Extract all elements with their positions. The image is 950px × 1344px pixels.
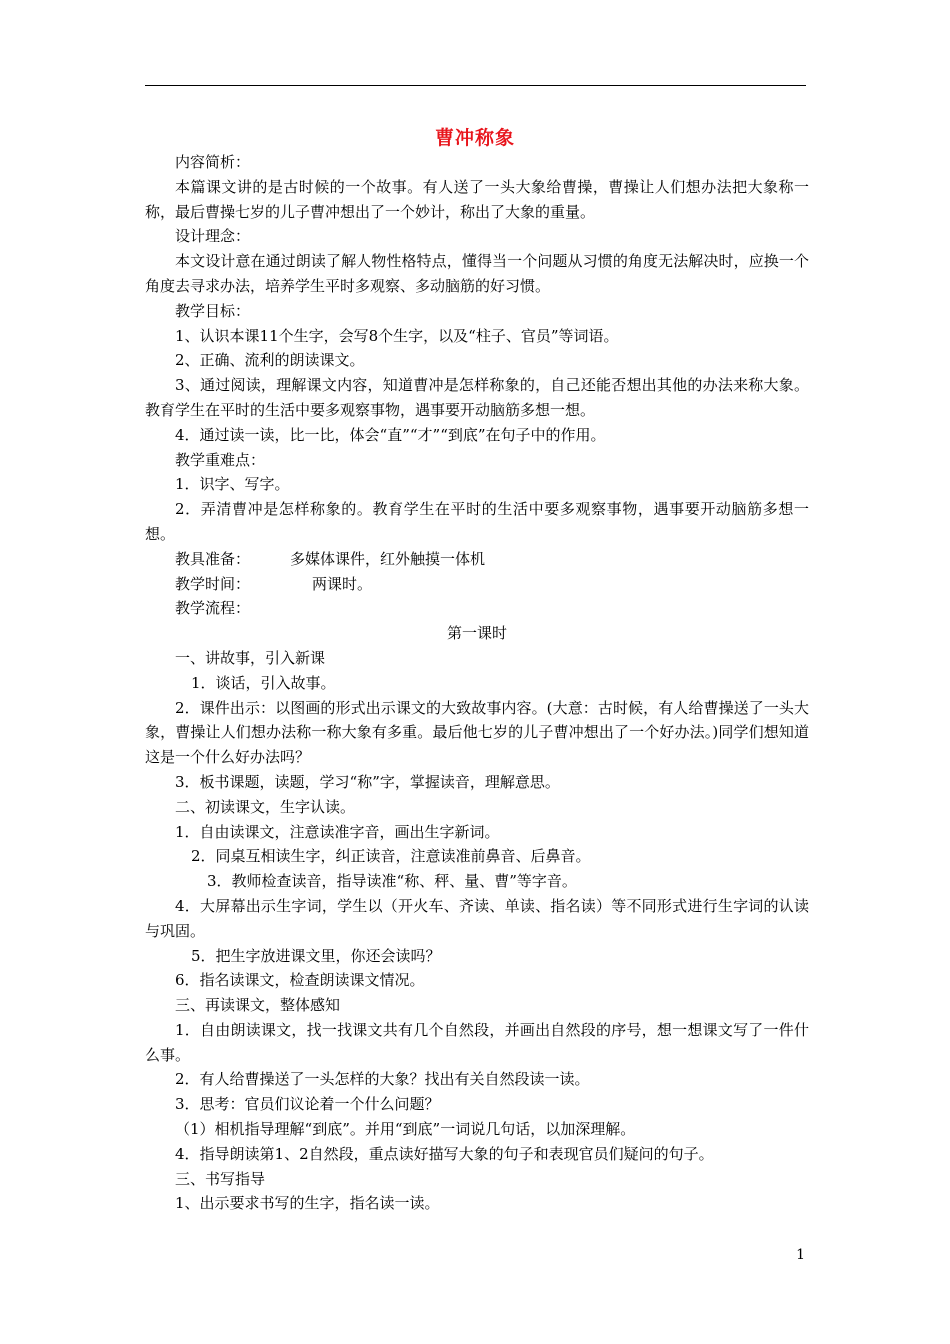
paragraph: 4．指导朗读第1、2自然段，重点读好描写大象的句子和表现官员们疑问的句子。 bbox=[175, 1144, 714, 1163]
paragraph: 2．弄清曹冲是怎样称象的。教育学生在平时的生活中要多观察事物，遇事要开动脑筋多想一想。 bbox=[145, 500, 809, 543]
paragraph: 3．板书课题，读题，学习“称”字，掌握读音，理解意思。 bbox=[175, 772, 560, 791]
paragraph: 4．大屏幕出示生字词，学生以（开火车、齐读、单读、指名读）等不同形式进行生字词的认读与巩固。 bbox=[145, 896, 809, 940]
paragraph: 2．有人给曹操送了一头怎样的大象？找出有关自然段读一读。 bbox=[175, 1070, 590, 1089]
paragraph: 2、正确、流利的朗读课文。 bbox=[175, 351, 365, 370]
document-title: 曹冲称象 bbox=[434, 127, 515, 149]
paragraph: 教学目标： bbox=[175, 301, 251, 320]
paragraph: 三、书写指导 bbox=[175, 1169, 266, 1188]
paragraph: 教学重难点： bbox=[175, 450, 266, 469]
paragraph: 2．课件出示：以图画的形式出示课文的大致故事内容。(大意：古时候，有人给曹操送了一头大象，曹操让人们想办法称一称大象有多重。最后他七岁的儿子曹冲想出了一个好办法。)同学们想知道这是一个什么好办法吗？ bbox=[145, 698, 809, 767]
paragraph: 5．把生字放进课文里，你还会读吗？ bbox=[191, 946, 441, 965]
paragraph: 1．谈话，引入故事。 bbox=[191, 673, 336, 692]
document-body bbox=[145, 150, 809, 1216]
value: 多媒体课件，红外触摸一体机 bbox=[290, 549, 486, 568]
paragraph: 1．自由读课文，注意读准字音，画出生字新词。 bbox=[175, 822, 500, 841]
paragraph: 2．同桌互相读生字，纠正读音，注意读准前鼻音、后鼻音。 bbox=[191, 847, 591, 866]
paragraph: 4．通过读一读，比一比，体会“直”“才”“到底”在句子中的作用。 bbox=[175, 425, 606, 444]
paragraph: 3．教师检查读音，指导读准“称、秤、量、曹”等字音。 bbox=[207, 872, 577, 891]
header-rule bbox=[145, 85, 806, 86]
paragraph: 1、认识本课11个生字，会写8个生字，以及“柱子、官员”等词语。 bbox=[175, 326, 619, 345]
label: 教学时间： bbox=[175, 574, 251, 593]
paragraph bbox=[145, 572, 809, 597]
paragraph: 内容简析： bbox=[175, 153, 251, 171]
paragraph: 1、出示要求书写的生字，指名读一读。 bbox=[175, 1194, 440, 1213]
page-number: 1 bbox=[796, 1247, 805, 1263]
paragraph: 设计理念： bbox=[175, 227, 251, 246]
paragraph: 1．识字、写字。 bbox=[175, 475, 290, 494]
paragraph: 3、通过阅读，理解课文内容，知道曹冲是怎样称象的，自己还能否想出其他的办法来称大象。教育学生在平时的生活中要多观察事物，遇事要开动脑筋多想一想。 bbox=[145, 376, 809, 419]
label: 教具准备： bbox=[175, 549, 251, 568]
value: 两课时。 bbox=[312, 574, 373, 593]
paragraph bbox=[145, 547, 809, 572]
paragraph: 1．自由朗读课文，找一找课文共有几个自然段，并画出自然段的序号，想一想课文写了一件什么事。 bbox=[145, 1020, 809, 1064]
paragraph: 本文设计意在通过朗读了解人物性格特点，懂得当一个问题从习惯的角度无法解决时，应换一个角度去寻求办法，培养学生平时多观察、多动脑筋的好习惯。 bbox=[145, 252, 809, 295]
paragraph: 教学流程： bbox=[175, 599, 251, 618]
paragraph: 一、讲故事，引入新课 bbox=[175, 648, 326, 667]
paragraph: 三、再读课文，整体感知 bbox=[175, 996, 341, 1015]
section-heading: 第一课时 bbox=[446, 624, 507, 643]
paragraph: 二、初读课文，生字认读。 bbox=[175, 797, 356, 816]
paragraph: （1）相机指导理解“到底”。并用“到底”一词说几句话，以加深理解。 bbox=[175, 1120, 636, 1139]
paragraph: 3．思考：官员们议论着一个什么问题？ bbox=[175, 1095, 440, 1114]
paragraph: 本篇课文讲的是古时候的一个故事。有人送了一头大象给曹操，曹操让人们想办法把大象称一称，最后曹操七岁的儿子曹冲想出了一个妙计，称出了大象的重量。 bbox=[145, 177, 809, 221]
paragraph: 6．指名读课文，检查朗读课文情况。 bbox=[175, 971, 425, 990]
